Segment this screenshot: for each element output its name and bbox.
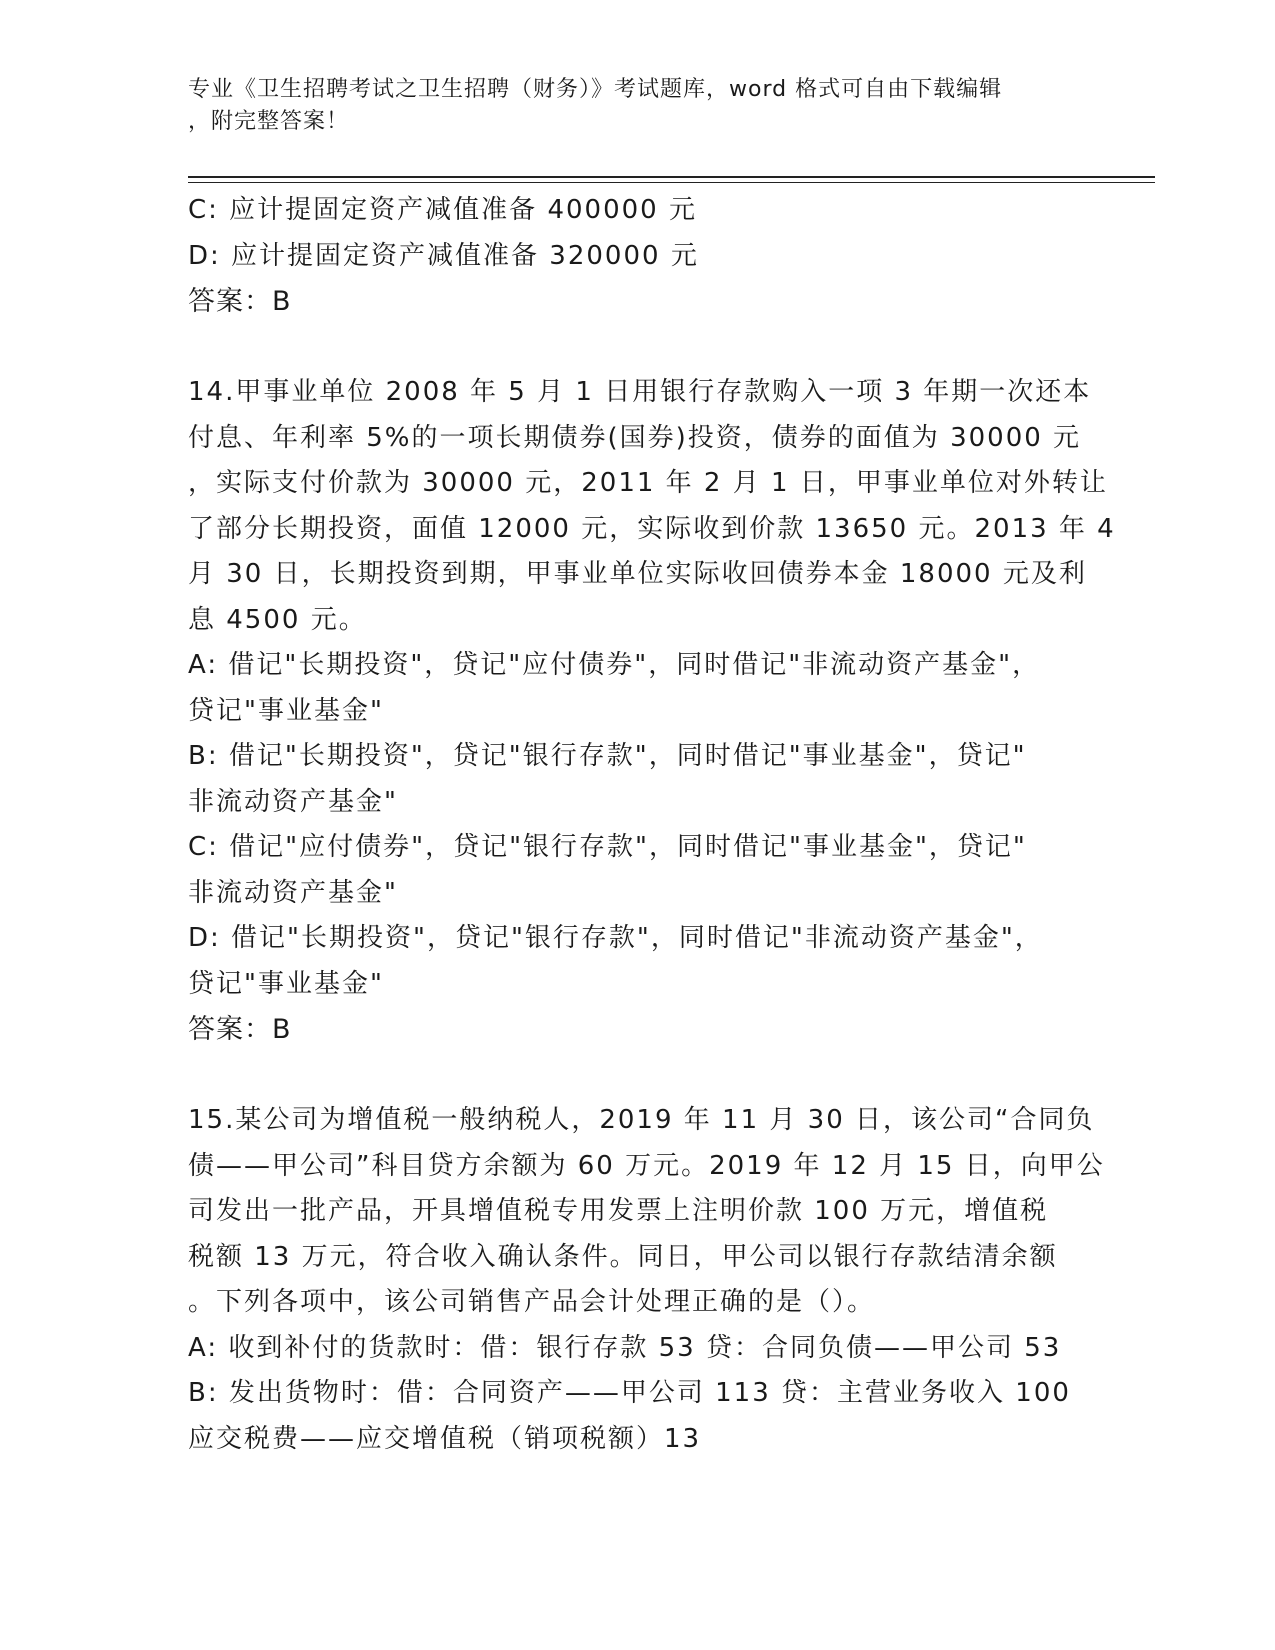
question-15-text: 司发出一批产品，开具增值税专用发票上注明价款 100 万元，增值税 — [188, 1196, 1049, 1226]
answer-line: 答案：B — [188, 286, 292, 317]
question-14-text: 息 4500 元。 — [188, 604, 367, 635]
question-14-text: ，实际支付价款为 30000 元，2011 年 2 月 1 日，甲事业单位对外转让 — [188, 468, 1108, 498]
header-divider-thick — [188, 176, 1155, 178]
question-14-option-c: 非流动资产基金" — [188, 877, 398, 908]
question-14-option-c: C: 借记"应付债券"，贷记"银行存款"，同时借记"事业基金"，贷记" — [188, 832, 1027, 862]
page-header — [188, 74, 1068, 138]
option-d: D: 应计提固定资产减值准备 320000 元 — [188, 240, 699, 271]
question-15-text: 税额 13 万元，符合收入确认条件。同日，甲公司以银行存款结清余额 — [188, 1241, 1058, 1272]
question-15-option-b: B: 发出货物时：借：合同资产——甲公司 113 贷：主营业务收入 100 — [188, 1378, 1071, 1408]
document-body — [188, 188, 1116, 1462]
header-line: 专业《卫生招聘考试之卫生招聘（财务）》考试题库，word 格式可自由下载编辑 — [188, 77, 1003, 102]
question-14-text: 付息、年利率 5%的一项长期债券(国券)投资，债券的面值为 30000 元 — [188, 422, 1082, 453]
option-c: C: 应计提固定资产减值准备 400000 元 — [188, 195, 697, 225]
question-15-option-a: A: 收到补付的货款时：借：银行存款 53 贷：合同负债——甲公司 53 — [188, 1332, 1062, 1363]
question-14-option-a: 贷记"事业基金" — [188, 695, 384, 726]
question-14-text: 了部分长期投资，面值 12000 元，实际收到价款 13650 元。2013 年 4 — [188, 513, 1116, 544]
question-14-option-d: D: 借记"长期投资"，贷记"银行存款"，同时借记"非流动资产基金"， — [188, 923, 1043, 953]
question-14-option-d: 贷记"事业基金" — [188, 968, 384, 999]
question-14-option-b: B: 借记"长期投资"，贷记"银行存款"，同时借记"事业基金"，贷记" — [188, 741, 1027, 771]
question-15-option-b: 应交税费——应交增值税（销项税额）13 — [188, 1423, 702, 1454]
spacer — [188, 325, 1088, 371]
question-14-text: 月 30 日，长期投资到期，甲事业单位实际收回债券本金 18000 元及利 — [188, 559, 1087, 589]
question-14-option-b: 非流动资产基金" — [188, 786, 398, 817]
question-15-text: 债——甲公司”科目贷方余额为 60 万元。2019 年 12 月 15 日，向甲公 — [188, 1150, 1105, 1181]
question-15-text: 15.某公司为增值税一般纳税人，2019 年 11 月 30 日，该公司“合同负 — [188, 1105, 1095, 1135]
header-line: ，附完整答案！ — [188, 109, 350, 134]
header-divider-thin — [188, 182, 1155, 183]
question-14-option-a: A: 借记"长期投资"，贷记"应付债券"，同时借记"非流动资产基金"， — [188, 650, 1041, 680]
answer-line: 答案：B — [188, 1014, 292, 1045]
question-14-text: 14.甲事业单位 2008 年 5 月 1 日用银行存款购入一项 3 年期一次还本 — [188, 377, 1092, 407]
question-15-text: 。下列各项中，该公司销售产品会计处理正确的是（）。 — [188, 1287, 876, 1317]
spacer — [188, 1053, 1088, 1099]
